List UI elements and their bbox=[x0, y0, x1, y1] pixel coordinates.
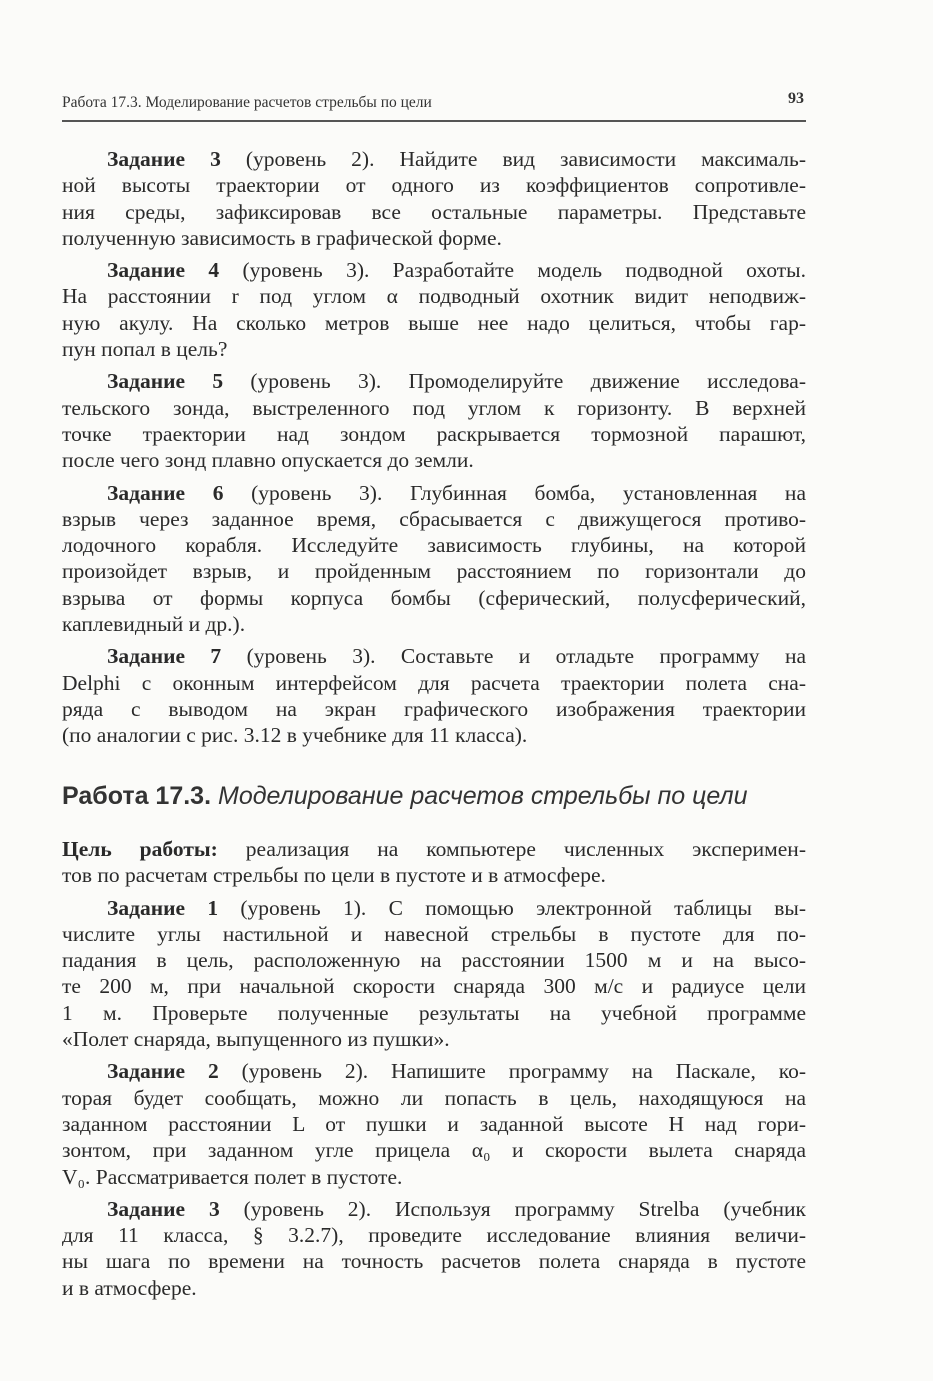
line-text: ную акулу. На сколько метров выше нее надо целиться, чтобы гар- bbox=[62, 310, 806, 335]
text-line bbox=[62, 973, 806, 999]
line-text: пун попал в цель? bbox=[62, 337, 228, 362]
task-label: Задание 2 bbox=[107, 1059, 219, 1084]
text-line bbox=[62, 895, 806, 921]
line-text: реализация на компьютере численных эксперимен- bbox=[217, 837, 806, 861]
task-paragraph bbox=[62, 643, 806, 748]
line-text: лодочного корабля. Исследуйте зависимость глубины, на которой bbox=[62, 533, 806, 558]
line-text: взрыв через заданное время, сбрасывается с движущегося противо- bbox=[62, 506, 806, 531]
task-paragraph bbox=[62, 1196, 806, 1301]
line-text: (по аналогии с рис. 3.12 в учебнике для 11 класса). bbox=[62, 723, 528, 748]
section-title: Моделирование расчетов стрельбы по цели bbox=[218, 782, 748, 810]
line-text: ны шага по времени на точность расчетов полета снаряда в пустоте bbox=[62, 1249, 806, 1274]
line-text: ния среды, зафиксировав все остальные параметры. Представьте bbox=[62, 199, 806, 224]
text-line bbox=[62, 1137, 806, 1163]
text-line bbox=[62, 532, 806, 558]
text-line bbox=[62, 480, 806, 506]
text-line bbox=[62, 368, 806, 394]
line-text: тов по расчетам стрельбы по цели в пустоте и в атмосфере. bbox=[62, 863, 606, 888]
task-label: Задание 1 bbox=[107, 895, 219, 920]
text-line bbox=[62, 395, 806, 421]
text-line bbox=[62, 506, 806, 532]
line-text: 1 м. Проверьте полученные результаты на учебной программе bbox=[62, 1000, 806, 1025]
text-line bbox=[62, 862, 806, 888]
text-line bbox=[62, 447, 806, 473]
text-line bbox=[62, 172, 806, 198]
line-text: (уровень 2). Используя программу Strelba (учебник bbox=[219, 1196, 807, 1221]
text-line bbox=[62, 921, 806, 947]
line-text: (уровень 3). Разработайте модель подводной охоты. bbox=[219, 258, 806, 283]
text-line bbox=[62, 1000, 806, 1026]
line-text: На расстоянии r под углом α подводный охотник видит неподвиж- bbox=[62, 284, 806, 309]
line-text: (уровень 3). Глубинная бомба, установленная на bbox=[223, 480, 806, 505]
text-line bbox=[62, 1196, 806, 1222]
text-line bbox=[62, 1248, 806, 1274]
line-text: падания в цель, расположенную на расстоянии 1500 м и на высо- bbox=[62, 948, 806, 973]
section-number: Работа 17.3. bbox=[62, 782, 212, 810]
text-line bbox=[62, 336, 806, 362]
line-text: для 11 класса, § 3.2.7), проведите исследование влияния величи- bbox=[62, 1223, 806, 1248]
line-text: после чего зонд плавно опускается до земли. bbox=[62, 448, 474, 473]
task-paragraph bbox=[62, 1058, 806, 1189]
task-label: Задание 4 bbox=[107, 258, 220, 283]
text-line bbox=[62, 1275, 806, 1301]
text-line bbox=[62, 558, 806, 584]
text-line bbox=[62, 283, 806, 309]
line-text: произойдет взрыв, и пройденным расстоянием по горизонтали до bbox=[62, 559, 806, 584]
running-title: Работа 17.3. Моделирование расчетов стрельбы по цели bbox=[62, 94, 432, 111]
line-text: тельского зонда, выстреленного под углом к горизонту. В верхней bbox=[62, 395, 806, 420]
line-text: ной высоты траектории от одного из коэффициентов сопротивле- bbox=[62, 173, 806, 198]
line-text: (уровень 2). Напишите программу на Паскале, ко- bbox=[218, 1059, 807, 1084]
line-text: зонтом, при заданном угле прицела α₀ и скорости вылета снаряда bbox=[62, 1138, 806, 1163]
task-paragraph bbox=[62, 836, 806, 889]
tasks-block-2 bbox=[62, 836, 806, 1307]
line-text: полученную зависимость в графической форме. bbox=[62, 225, 502, 250]
line-text: ряда с выводом на экран графического изображения траектории bbox=[62, 696, 806, 721]
text-line bbox=[62, 199, 806, 225]
text-line bbox=[62, 722, 806, 748]
text-line bbox=[62, 1222, 806, 1248]
task-label: Задание 3 bbox=[107, 147, 221, 171]
line-text: точке траектории над зондом раскрывается тормозной парашют, bbox=[62, 421, 806, 446]
line-text: (уровень 2). Найдите вид зависимости максималь- bbox=[220, 147, 806, 171]
tasks-block-1 bbox=[62, 146, 806, 755]
task-label: Задание 5 bbox=[107, 369, 224, 394]
text-line bbox=[62, 643, 806, 669]
task-label: Задание 6 bbox=[107, 480, 224, 505]
line-text: (уровень 1). С помощью электронной таблицы вы- bbox=[218, 895, 806, 920]
task-label: Задание 7 bbox=[107, 644, 222, 669]
text-line bbox=[62, 1085, 806, 1111]
task-label: Задание 3 bbox=[107, 1196, 220, 1221]
line-text: каплевидный и др.). bbox=[62, 612, 246, 637]
text-line bbox=[62, 1058, 806, 1084]
text-line bbox=[62, 836, 806, 862]
text-line bbox=[62, 225, 806, 251]
line-text: те 200 м, при начальной скорости снаряда 300 м/с и радиусе цели bbox=[62, 974, 806, 999]
line-text: взрыва от формы корпуса бомбы (сферический, полусферический, bbox=[62, 585, 806, 610]
line-text: Delphi с оконным интерфейсом для расчета траектории полета сна- bbox=[62, 670, 806, 695]
text-line bbox=[62, 257, 806, 283]
text-line bbox=[62, 310, 806, 336]
text-line bbox=[62, 670, 806, 696]
line-text: числите углы настильной и навесной стрельбы в пустоте для по- bbox=[62, 921, 806, 946]
line-text: (уровень 3). Промоделируйте движение исследова- bbox=[223, 369, 806, 394]
text-line bbox=[62, 1111, 806, 1137]
task-paragraph bbox=[62, 146, 806, 251]
task-paragraph bbox=[62, 480, 806, 638]
text-line bbox=[62, 947, 806, 973]
task-paragraph bbox=[62, 257, 806, 362]
task-label: Цель работы: bbox=[62, 837, 218, 861]
text-line bbox=[62, 611, 806, 637]
text-line bbox=[62, 421, 806, 447]
text-line bbox=[62, 1164, 806, 1190]
line-text: (уровень 3). Составьте и отладьте программу на bbox=[221, 644, 806, 669]
text-line bbox=[62, 146, 806, 172]
line-text: «Полет снаряда, выпущенного из пушки». bbox=[62, 1027, 450, 1052]
line-text: V₀. Рассматривается полет в пустоте. bbox=[62, 1164, 403, 1189]
line-text: торая будет сообщать, можно ли попасть в цель, находящуюся на bbox=[62, 1085, 806, 1110]
running-header bbox=[62, 92, 806, 122]
text-line bbox=[62, 696, 806, 722]
section-heading bbox=[62, 782, 822, 811]
task-paragraph bbox=[62, 895, 806, 1053]
line-text: заданном расстоянии L от пушки и заданной высоте H над гори- bbox=[62, 1111, 806, 1136]
page-number: 93 bbox=[788, 90, 804, 107]
line-text: и в атмосфере. bbox=[62, 1275, 197, 1300]
text-line bbox=[62, 585, 806, 611]
task-paragraph bbox=[62, 368, 806, 473]
text-line bbox=[62, 1026, 806, 1052]
